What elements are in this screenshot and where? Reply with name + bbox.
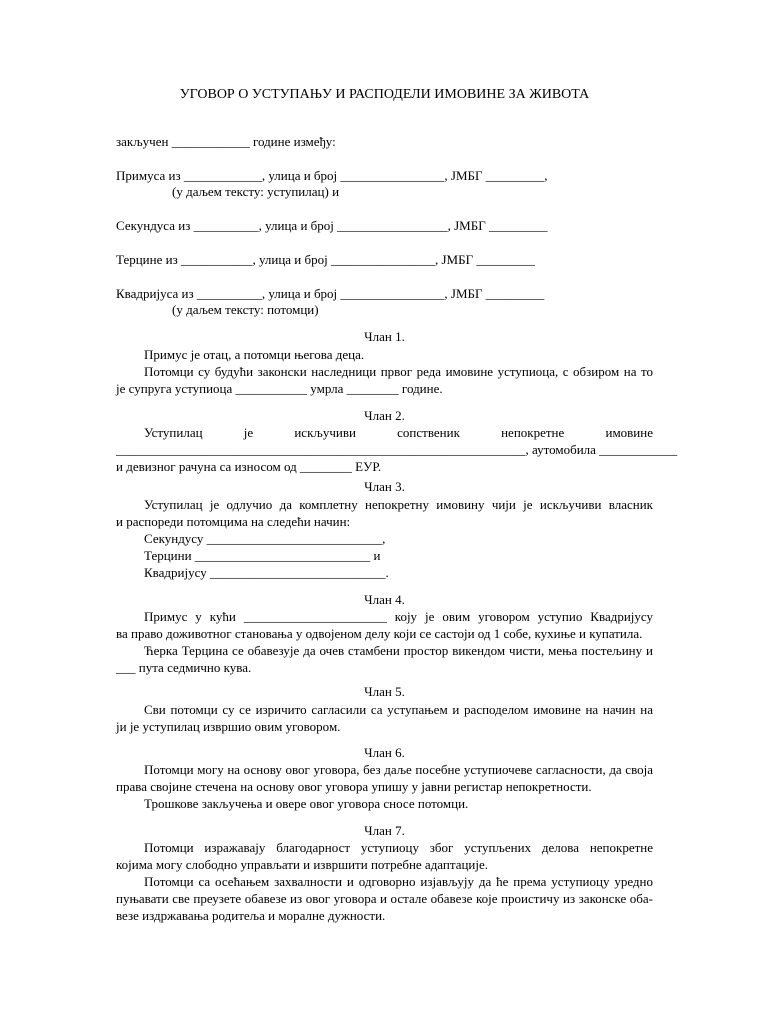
article-3-line-5: Квадријусу ___________________________. bbox=[144, 565, 389, 580]
article-4-line-4: ___ пута седмично кува. bbox=[116, 660, 252, 675]
article-3-line-2: и распореди потомцима на следећи начин: bbox=[116, 514, 351, 529]
article-4-line-1: Примус у кући ______________________ коју је овим уговором уступио Квадријусу bbox=[144, 609, 653, 624]
article-6-heading: Члан 6. bbox=[364, 745, 405, 760]
party-tercina: Терцине из ___________, улица и број ________________, ЈМБГ _________ bbox=[116, 252, 535, 267]
party-kvadrijus-note: (у даљем тексту: потомци) bbox=[172, 302, 319, 317]
article-7-line-5: везе издржавања родитеља и моралне дужности. bbox=[116, 908, 386, 923]
article-3-line-1: Уступилац је одлучио да комплетну непокретну имовину чији је искључиви власник bbox=[144, 497, 653, 512]
document-title: УГОВОР О УСТУПАЊУ И РАСПОДЕЛИ ИМОВИНЕ ЗА ЖИВОТА bbox=[179, 87, 590, 102]
article-1-line-1: Примус је отац, а потомци његова деца. bbox=[144, 347, 365, 362]
article-4-line-2: ва право доживотног становања у одвојеном делу који се састоји од 1 собе, кухиње и купатила. bbox=[116, 626, 643, 641]
property-blank: _______________________________________________________________ bbox=[116, 442, 526, 457]
party-primus: Примуса из ____________, улица и број ________________, ЈМБГ _________, bbox=[116, 168, 548, 183]
article-4-line-3: Ћерка Терцина се обавезује да очев стамбени простор викендом чисти, мења постељину и bbox=[144, 643, 653, 658]
article-2-line-3: и девизног рачуна са износом од ________ ЕУР. bbox=[116, 459, 382, 474]
article-7-line-3: Потомци са осећањем захвалности и одговорно изјављују да ће према уступиоцу уредно bbox=[144, 874, 653, 889]
article-7-heading: Члан 7. bbox=[364, 823, 405, 838]
article-4-heading: Члан 4. bbox=[364, 592, 405, 607]
intro-line: закључен ____________ године између: bbox=[116, 134, 336, 149]
article-3-heading: Члан 3. bbox=[364, 479, 405, 494]
article-6-line-3: Трошкове закључења и овере овог уговора сносе потомци. bbox=[144, 796, 469, 811]
article-2-heading: Члан 2. bbox=[364, 408, 405, 423]
party-kvadrijus: Квадријуса из __________, улица и број ________________, ЈМБГ _________ bbox=[116, 286, 545, 301]
article-7-line-4: пуњавати све преузете обавезе из овог уговора и остале обавезе које проистичу из законске оба- bbox=[116, 891, 653, 906]
article-1-line-3: је супруга уступиоца ___________ умрла ________ године. bbox=[116, 381, 443, 396]
article-5-line-2: ји је уступилац извршио овим уговором. bbox=[116, 719, 341, 734]
article-3-line-3: Секундусу ___________________________, bbox=[144, 531, 386, 546]
article-5-heading: Члан 5. bbox=[364, 684, 405, 699]
car-blank: , аутомобила ____________ bbox=[525, 442, 678, 457]
article-2-line-2 bbox=[116, 442, 678, 458]
article-7-line-2: којима могу слободно управљати и извршити потребне адаптације. bbox=[116, 857, 489, 872]
article-5-line-1: Сви потомци су се изричито сагласили са уступањем и расподелом имовине на начин на bbox=[144, 702, 653, 717]
party-sekundus: Секундуса из __________, улица и број _________________, ЈМБГ _________ bbox=[116, 218, 548, 233]
article-1-line-2: Потомци су будући законски наследници првог реда имовине уступиоца, с обзиром на то bbox=[144, 364, 653, 379]
article-2-line-1: Уступилац је искључиви сопственик непокретне имовине bbox=[144, 425, 653, 440]
article-3-line-4: Терцини ___________________________ и bbox=[144, 548, 381, 563]
article-7-line-1: Потомци изражавају благодарност уступиоцу због уступљених делова непокретне bbox=[144, 840, 653, 855]
party-primus-note: (у даљем тексту: уступилац) и bbox=[172, 184, 340, 199]
article-6-line-2: права својине стечена на основу овог уговора упишу у јавни регистар непокретности. bbox=[116, 779, 592, 794]
article-6-line-1: Потомци могу на основу овог уговора, без даље посебне уступиочеве сагласности, да своја bbox=[144, 762, 653, 777]
article-1-heading: Члан 1. bbox=[364, 329, 405, 344]
